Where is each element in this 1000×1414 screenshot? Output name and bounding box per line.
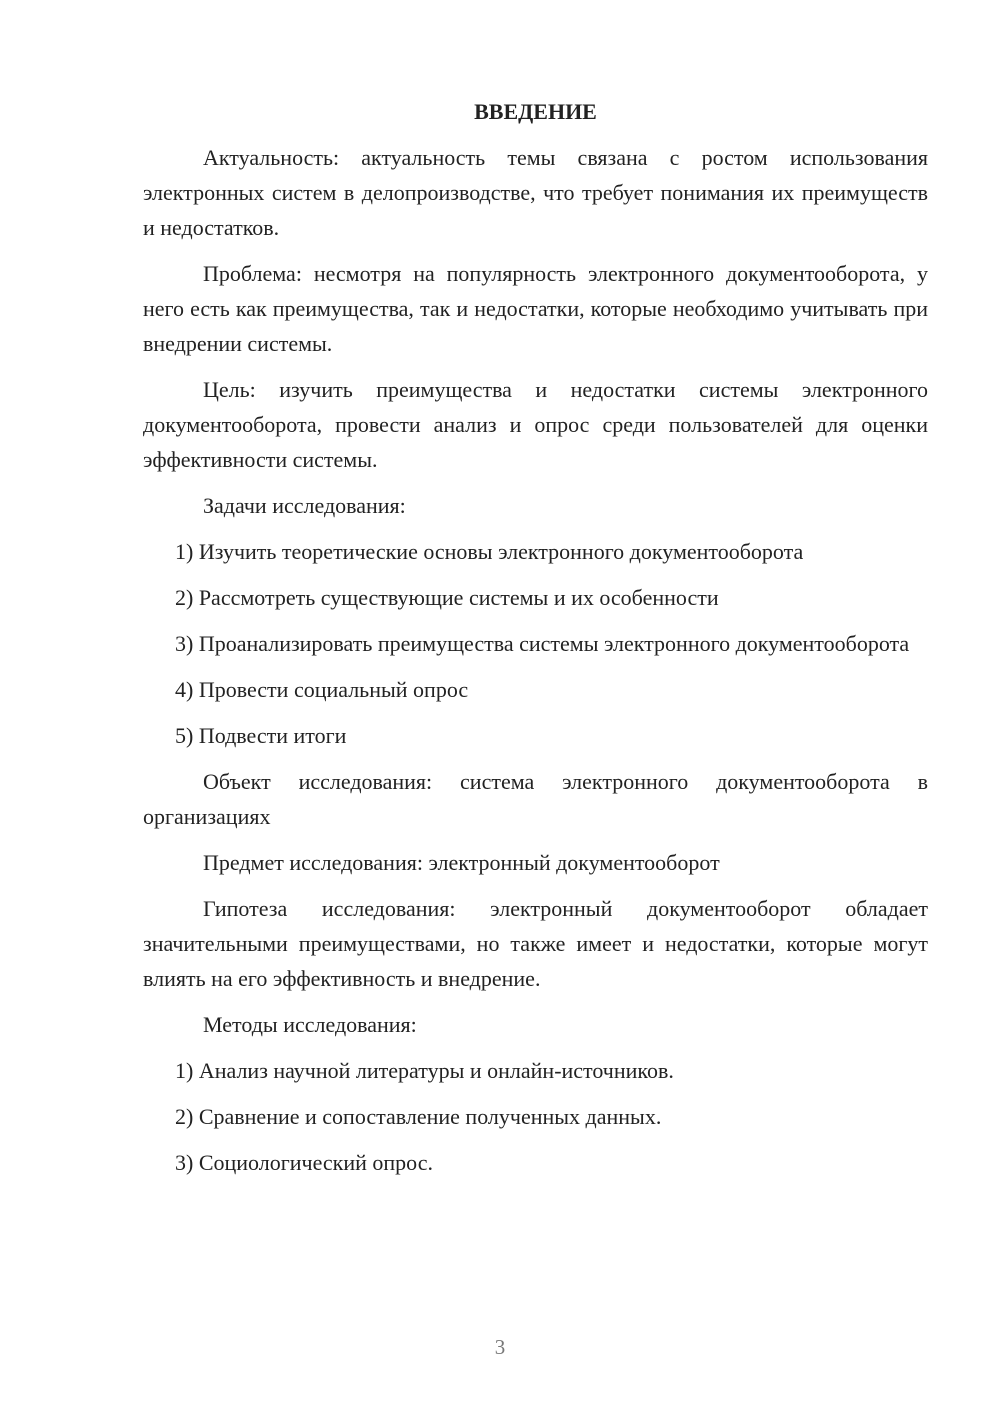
page-content xyxy=(143,94,928,1191)
paragraph-hypothesis: Гипотеза исследования: электронный документооборот обладает значительными преимуществами, но также имеет и недостатки, которые могут влиять на его эффективность и внедрение. xyxy=(143,896,928,991)
page-number: 3 xyxy=(494,1335,506,1359)
method-item-3: 3) Социологический опрос. xyxy=(175,1150,433,1175)
task-item-2: 2) Рассмотреть существующие системы и их особенности xyxy=(175,585,719,610)
task-item-5: 5) Подвести итоги xyxy=(175,723,347,748)
paragraph-problem: Проблема: несмотря на популярность электронного документооборота, у него есть как преимущества, так и недостатки, которые необходимо учитывать при внедрении системы. xyxy=(143,261,928,356)
section-heading: ВВЕДЕНИЕ xyxy=(474,99,597,124)
task-item-4: 4) Провести социальный опрос xyxy=(175,677,469,702)
paragraph-object: Объект исследования: система электронного документооборота в организациях xyxy=(143,769,928,829)
method-item-1: 1) Анализ научной литературы и онлайн-источников. xyxy=(175,1058,674,1083)
methods-intro: Методы исследования: xyxy=(203,1012,417,1037)
paragraph-goal: Цель: изучить преимущества и недостатки системы электронного документооборота, провести анализ и опрос среди пользователей для оценки эффективности системы. xyxy=(143,377,928,472)
tasks-intro: Задачи исследования: xyxy=(203,493,406,518)
task-item-1: 1) Изучить теоретические основы электронного документооборота xyxy=(175,539,804,564)
paragraph-subject: Предмет исследования: электронный документооборот xyxy=(203,850,720,875)
task-item-3: 3) Проанализировать преимущества системы электронного документооборота xyxy=(175,631,910,656)
method-item-2: 2) Сравнение и сопоставление полученных данных. xyxy=(175,1104,662,1129)
paragraph-relevance: Актуальность: актуальность темы связана с ростом использования электронных систем в делопроизводстве, что требует понимания их преимуществ и недостатков. xyxy=(143,145,928,240)
